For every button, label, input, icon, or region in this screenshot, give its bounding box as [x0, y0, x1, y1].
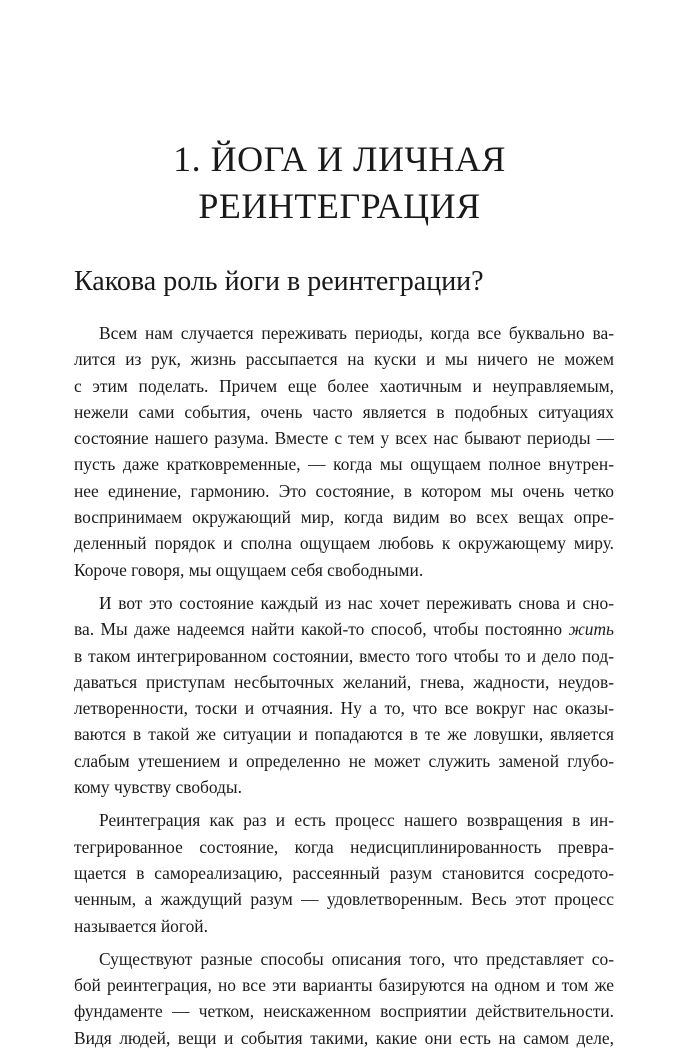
text-line: с этим поделать. Причем еще более хаотичным и неуправляемым,	[74, 375, 614, 396]
text-line: И вот это состояние каждый из нас хочет переживать снова и сно-	[99, 592, 614, 613]
paragraph-1	[74, 320, 614, 583]
text-line: даваться приступам несбыточных желаний, гнева, жадности, неудов-	[74, 671, 614, 692]
text-line: ваются в такой же ситуации и попадаются в те же ловушки, является	[74, 724, 614, 745]
text-line: щается в самореализацию, рассеянный разум становится сосредото-	[74, 862, 614, 883]
text-line: пусть даже кратковременные, — когда мы ощущаем полное внутрен-	[74, 454, 614, 475]
text-line: слабым утешением и определенно не может служить заменой глубо-	[74, 750, 614, 771]
chapter-title	[60, 136, 619, 230]
text-line: лится из рук, жизнь рассыпается на куски и мы ничего не можем	[74, 349, 614, 370]
text-line: нежели сами события, очень часто является в подобных ситуациях	[74, 401, 614, 422]
text-line: летворенности, тоски и отчаяния. Ну а то, что все вокруг нас оказы-	[74, 698, 614, 719]
emphasized-word: жить	[568, 619, 614, 640]
text-line: бой реинтеграция, но все эти варианты базируются на одном и том же	[74, 975, 614, 996]
text-line: кому чувству свободы.	[74, 777, 242, 798]
section-title: Какова роль йоги в реинтеграции?	[74, 266, 484, 297]
text-line: в таком интегрированном состоянии, вместо того чтобы то и дело под-	[74, 645, 614, 666]
text-line: называется йогой.	[74, 915, 208, 936]
text-line: Существуют разные способы описания того, что представляет со-	[99, 948, 614, 969]
text-line: фундаменте — четком, неискаженном восприятии действительности.	[74, 1001, 614, 1022]
chapter-title-line-2: РЕИНТЕГРАЦИЯ	[198, 186, 481, 226]
text-line: Реинтеграция как раз и есть процесс нашего возвращения в ин-	[99, 810, 614, 831]
body-text	[74, 320, 614, 1051]
text-line: состояние нашего разума. Вместе с тем у всех нас бывают периоды —	[74, 428, 614, 449]
text-line: нее единение, гармонию. Это состояние, в котором мы очень четко	[74, 480, 614, 501]
text-line: Видя людей, вещи и события такими, какие они есть на самом деле,	[74, 1027, 614, 1048]
text-segment: ва. Мы даже надеемся найти какой-то способ, чтобы постоянно	[74, 619, 563, 640]
text-line-with-emphasis	[74, 616, 614, 642]
text-line: тегрированное состояние, когда недисциплинированность превра-	[74, 836, 614, 857]
paragraph-2	[74, 590, 614, 800]
text-line: Всем нам случается переживать периоды, когда все буквально ва-	[99, 323, 614, 343]
text-line: ченным, а жаждущий разум — удовлетворенным. Весь этот процесс	[74, 889, 614, 910]
paragraph-4	[74, 946, 614, 1051]
text-line: деленный порядок и сполна ощущаем любовь к окружающему миру.	[74, 533, 614, 554]
paragraph-3	[74, 807, 614, 938]
text-line: Короче говоря, мы ощущаем себя свободными.	[74, 559, 424, 580]
chapter-title-line-1: 1. ЙОГА И ЛИЧНАЯ	[173, 139, 506, 179]
text-line: воспринимаем окружающий мир, когда видим во всех вещах опре-	[74, 507, 614, 528]
